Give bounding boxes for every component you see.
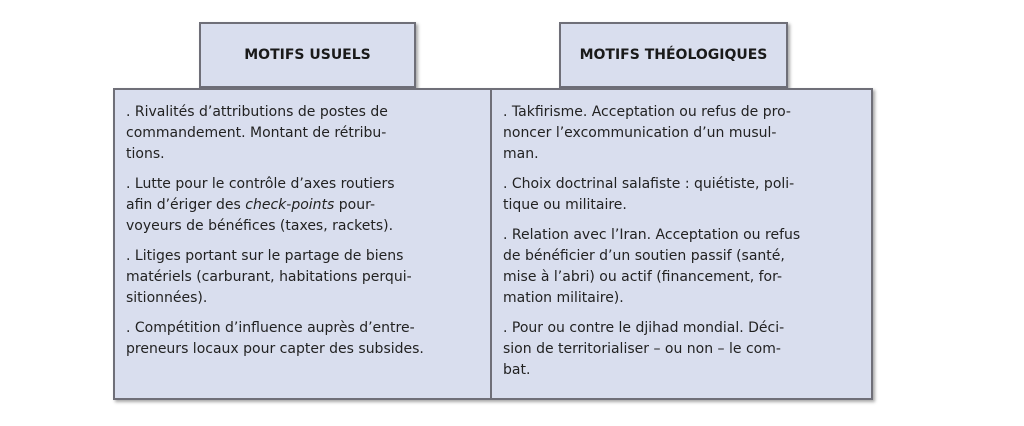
item-line: sitionnées).	[126, 290, 208, 306]
column-motifs-usuels	[115, 90, 492, 398]
list-item	[503, 225, 861, 309]
item-line: . Rivalités d’attributions de postes de	[126, 104, 388, 120]
header-motifs-usuels	[199, 22, 416, 88]
item-line: . Compétition d’influence auprès d’entre-	[126, 320, 415, 336]
item-line: . Litiges portant sur le partage de biens	[126, 248, 404, 264]
item-line: . Lutte pour le contrôle d’axes routiers	[126, 176, 395, 192]
item-emphasis: check-points	[245, 197, 335, 213]
header-left-label: MOTIFS USUELS	[244, 47, 371, 63]
list-item	[126, 174, 480, 237]
list-item	[503, 102, 861, 165]
item-line: preneurs locaux pour capter des subsides.	[126, 341, 424, 357]
item-line: . Relation avec l’Iran. Acceptation ou refus	[503, 227, 801, 243]
list-item	[503, 318, 861, 381]
list-item	[126, 318, 480, 360]
item-line: . Pour ou contre le djihad mondial. Déci-	[503, 320, 785, 336]
item-line: tions.	[126, 146, 165, 162]
comparison-table	[113, 88, 873, 400]
header-right-label: MOTIFS THÉOLOGIQUES	[579, 47, 768, 63]
item-line: commandement. Montant de rétribu-	[126, 125, 387, 141]
list-item	[503, 174, 861, 216]
item-line: mise à l’abri) ou actif (financement, for-	[503, 269, 783, 285]
item-line: . Choix doctrinal salafiste : quiétiste, poli-	[503, 176, 795, 192]
item-line: sion de territorialiser – ou non – le com-	[503, 341, 781, 357]
item-line: mation militaire).	[503, 290, 624, 306]
item-line: de bénéficier d’un soutien passif (santé,	[503, 248, 785, 264]
list-item	[126, 246, 480, 309]
item-line: noncer l’excommunication d’un musul-	[503, 125, 777, 141]
item-text: afin d’ériger des	[126, 197, 246, 213]
item-line: matériels (carburant, habitations perqui-	[126, 269, 412, 285]
item-line: bat.	[503, 362, 531, 378]
header-motifs-theologiques	[559, 22, 788, 88]
item-line: voyeurs de bénéfices (taxes, rackets).	[126, 218, 394, 234]
list-item	[126, 102, 480, 165]
item-line: . Takfirisme. Acceptation ou refus de pro-	[503, 104, 791, 120]
item-line: tique ou militaire.	[503, 197, 627, 213]
item-line: man.	[503, 146, 539, 162]
column-motifs-theologiques	[492, 90, 871, 398]
item-line	[126, 195, 480, 216]
item-text: pour-	[334, 197, 376, 213]
